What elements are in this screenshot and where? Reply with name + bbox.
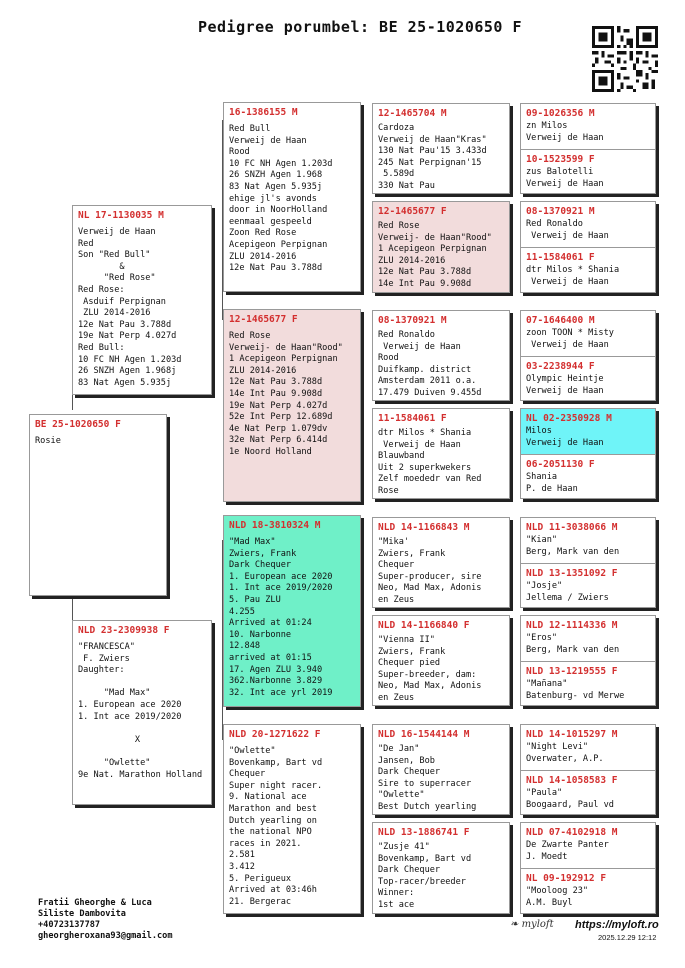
pigeon-info: zn Milos Verweij de Haan: [526, 121, 604, 143]
pigeon-info: "FRANCESCA" F. Zwiers Daughter: "Mad Max" 1. European ace 2020 1. Int ace 2019/2020 X "Owlette" 9e Nat. Marathon Holland: [78, 642, 203, 780]
site-url[interactable]: https://myloft.ro: [575, 919, 659, 931]
pigeon-info: Red Ronaldo Verweij de Haan Rood Duifkamp. district Amsterdam 2011 o.a. 17.479 Duiven 9.455d: [378, 330, 482, 398]
ring-number: NLD 13-1886741 F: [378, 827, 470, 838]
pedigree-card-ggp: [372, 201, 510, 293]
pigeon-info: "Eros" Berg, Mark van den: [526, 633, 620, 655]
ring-number: BE 25-1020650 F: [35, 419, 121, 430]
ring-number: NL 17-1130035 M: [78, 210, 164, 221]
pigeon-info: Cardoza Verweij de Haan"Kras" 130 Nat Pau'15 3.433d 245 Nat Perpignan'15 5.589d 330 Nat Pau: [378, 123, 487, 191]
pedigree-card-pair: [520, 724, 656, 815]
pigeon-info: Olympic Heintje Verweij de Haan: [526, 374, 604, 396]
pedigree-entry: [521, 409, 655, 454]
pigeon-info: Milos Verweij de Haan: [526, 426, 604, 448]
pedigree-card-ggp: [372, 615, 510, 706]
pigeon-info: "Paula" Boogaard, Paul vd: [526, 788, 614, 810]
pedigree-entry: [521, 616, 655, 661]
pigeon-info: "Zusje 41" Bovenkamp, Bart vd Dark Chequer Top-racer/breeder Winner: 1st ace: [378, 842, 472, 910]
pedigree-entry: [521, 823, 655, 868]
pigeon-info: De Zwarte Panter J. Moedt: [526, 840, 609, 862]
pigeon-info: "Mañana" Batenburg- vd Merwe: [526, 679, 625, 701]
pedigree-card-ggp: [372, 310, 510, 401]
ring-number: NLD 12-1114336 M: [526, 620, 618, 631]
pigeon-info: Red Rose Verweij- de Haan"Rood" 1 Acepigeon Perpignan ZLU 2014-2016 12e Nat Pau 3.788d 14e Int Pau 9.908d 19e Nat Perp 4.027d 52e Int Perp 12.689d 4e Nat Perp 1.079dv 32e Nat Perp 6.414d 1e Noord Holland: [229, 331, 343, 457]
pedigree-card-gp: [223, 102, 361, 292]
pedigree-entry: [521, 202, 655, 247]
pedigree-card-dam: [72, 620, 212, 805]
pedigree-card-ggp: [372, 724, 510, 815]
pigeon-info: dtr Milos * Shania Verweij de Haan Blauwband Uit 2 superkwekers Zelf moededr van Red Rose: [378, 428, 482, 496]
pedigree-card-gp: [223, 515, 361, 707]
pedigree-card-pair: [520, 103, 656, 194]
ring-number: 08-1370921 M: [526, 206, 595, 217]
ring-number: 16-1386155 M: [229, 107, 298, 118]
ring-number: NLD 14-1015297 M: [526, 729, 618, 740]
pigeon-info: dtr Milos * Shania Verweij de Haan: [526, 265, 620, 287]
pigeon-info: Verweij de Haan Red Son "Red Bull" & "Red Rose" Red Rose: Asduif Perpignan ZLU 2014-2016 12e Nat Pau 3.788d 19e Nat Perp 4.027d Red Bull: 10 FC NH Agen 1.203d 26 SNZH Agen 1.968j 83 Nat Agen 5.935j: [78, 227, 182, 388]
pigeon-info: Red Ronaldo Verweij de Haan: [526, 219, 609, 241]
pedigree-entry: [521, 518, 655, 563]
ring-number: NL 02-2350928 M: [526, 413, 612, 424]
pedigree-card-sire: [72, 205, 212, 395]
ring-number: 07-1646400 M: [526, 315, 595, 326]
pigeon-info: "Mooloog 23" A.M. Buyl: [526, 886, 589, 908]
pedigree-entry: [521, 869, 655, 914]
pigeon-info: Shania P. de Haan: [526, 472, 578, 494]
ring-number: NLD 18-3810324 M: [229, 520, 321, 531]
pedigree-entry: [521, 725, 655, 770]
print-date: 2025.12.29 12:12: [598, 933, 657, 942]
ring-number: NLD 07-4102918 M: [526, 827, 618, 838]
pedigree-entry: [521, 662, 655, 706]
pedigree-card-gp: [223, 724, 361, 914]
pedigree-entry: [521, 150, 655, 194]
pigeon-info: "Vienna II" Zwiers, Frank Chequer pied Super-breeder, dam: Neo, Mad Max, Adonis en Zeus: [378, 635, 482, 703]
pedigree-card-ggp: [372, 517, 510, 608]
pigeon-info: Rosie: [35, 436, 61, 446]
ring-number: NL 09-192912 F: [526, 873, 607, 884]
ring-number: NLD 14-1166840 F: [378, 620, 470, 631]
pigeon-info: zoon TOON * Misty Verweij de Haan: [526, 328, 614, 350]
pedigree-card-ggp: [372, 103, 510, 194]
pedigree-entry: [521, 455, 655, 499]
pigeon-info: "Night Levi" Overwater, A.P.: [526, 742, 604, 764]
pedigree-card-ggp: [372, 408, 510, 499]
pigeon-info: "Mad Max" Zwiers, Frank Dark Chequer 1. European ace 2020 1. Int ace 2019/2020 5. Pau ZLU 4.255 Arrived at 01:24 10. Narbonne 12.848 arrived at 01:15 17. Agen ZLU 3.940 362.Narbonne 3.829 32. Int ace yrl 2019: [229, 537, 333, 698]
pedigree-card-gp: [223, 309, 361, 502]
pedigree-entry: [521, 357, 655, 401]
ring-number: 10-1523599 F: [526, 154, 595, 165]
pigeon-info: "Mika' Zwiers, Frank Chequer Super-producer, sire Neo, Mad Max, Adonis en Zeus: [378, 537, 482, 605]
ring-number: 12-1465677 F: [378, 206, 447, 217]
logo-text: myloft: [521, 919, 554, 930]
ring-number: NLD 13-1219555 F: [526, 666, 618, 677]
pigeon-info: Red Bull Verweij de Haan Rood 10 FC NH Agen 1.203d 26 SNZH Agen 1.968 83 Nat Agen 5.935j ehige jl's avonds door in NoorHolland eenmaal gespeeld Zoon Red Rose Acepigeon Perpignan ZLU 2014-2016 12e Nat Pau 3.788d: [229, 124, 333, 274]
ring-number: 12-1465677 F: [229, 314, 298, 325]
owner-contact: [38, 898, 173, 942]
owner-phone: +40723137787: [38, 920, 101, 930]
pedigree-entry: [521, 771, 655, 815]
ring-number: NLD 14-1058583 F: [526, 775, 618, 786]
pedigree-card-pair: [520, 615, 656, 706]
ring-number: NLD 11-3038066 M: [526, 522, 618, 533]
ring-number: NLD 13-1351092 F: [526, 568, 618, 579]
pedigree-card-pair: [520, 201, 656, 293]
ring-number: NLD 14-1166843 M: [378, 522, 470, 533]
ring-number: 06-2051130 F: [526, 459, 595, 470]
pedigree-card-pair: [520, 517, 656, 608]
pedigree-card-pair: [520, 310, 656, 401]
pedigree-entry: [521, 104, 655, 149]
pedigree-card-ggp: [372, 822, 510, 914]
qr-code-icon: [592, 26, 658, 92]
pedigree-entry: [521, 311, 655, 356]
ring-number: 11-1584061 F: [526, 252, 595, 263]
page-title: Pedigree porumbel: BE 25-1020650 F: [197, 18, 523, 36]
pedigree-entry: [521, 564, 655, 608]
ring-number: NLD 23-2309938 F: [78, 625, 170, 636]
pigeon-info: Red Rose Verweij- de Haan"Rood" 1 Acepigeon Perpignan ZLU 2014-2016 12e Nat Pau 3.788d 14e Int Pau 9.908d: [378, 221, 492, 289]
ring-number: 12-1465704 M: [378, 108, 447, 119]
myloft-logo: [510, 919, 554, 930]
owner-name: Fratii Gheorghe & Luca: [38, 898, 152, 908]
ring-number: 03-2238944 F: [526, 361, 595, 372]
pedigree-card-pair: [520, 822, 656, 914]
ring-number: 11-1584061 F: [378, 413, 447, 424]
ring-number: 08-1370921 M: [378, 315, 447, 326]
owner-location: Siliste Dambovita: [38, 909, 126, 919]
ring-number: 09-1026356 M: [526, 108, 595, 119]
pedigree-card-pair: [520, 408, 656, 499]
pedigree-card-subject: [29, 414, 167, 596]
pigeon-info: "Josje" Jellema / Zwiers: [526, 581, 609, 603]
pigeon-info: "De Jan" Jansen, Bob Dark Chequer Sire to superracer "Owlette" Best Dutch yearling: [378, 744, 477, 812]
pedigree-entry: [521, 248, 655, 293]
ring-number: NLD 16-1544144 M: [378, 729, 470, 740]
pigeon-info: "Owlette" Bovenkamp, Bart vd Chequer Super night racer. 9. National ace Marathon and best Dutch yearling on the national NPO races in 2021. 2.581 3.412 5. Perigueux Arrived at 03:46h 21. Bergerac: [229, 746, 323, 907]
pigeon-info: "Kian" Berg, Mark van den: [526, 535, 620, 557]
ring-number: NLD 20-1271622 F: [229, 729, 321, 740]
owner-email: gheorgheroxana93@gmail.com: [38, 931, 173, 941]
bird-icon: ❧: [510, 919, 519, 930]
pigeon-info: zus Balotelli Verweij de Haan: [526, 167, 604, 189]
